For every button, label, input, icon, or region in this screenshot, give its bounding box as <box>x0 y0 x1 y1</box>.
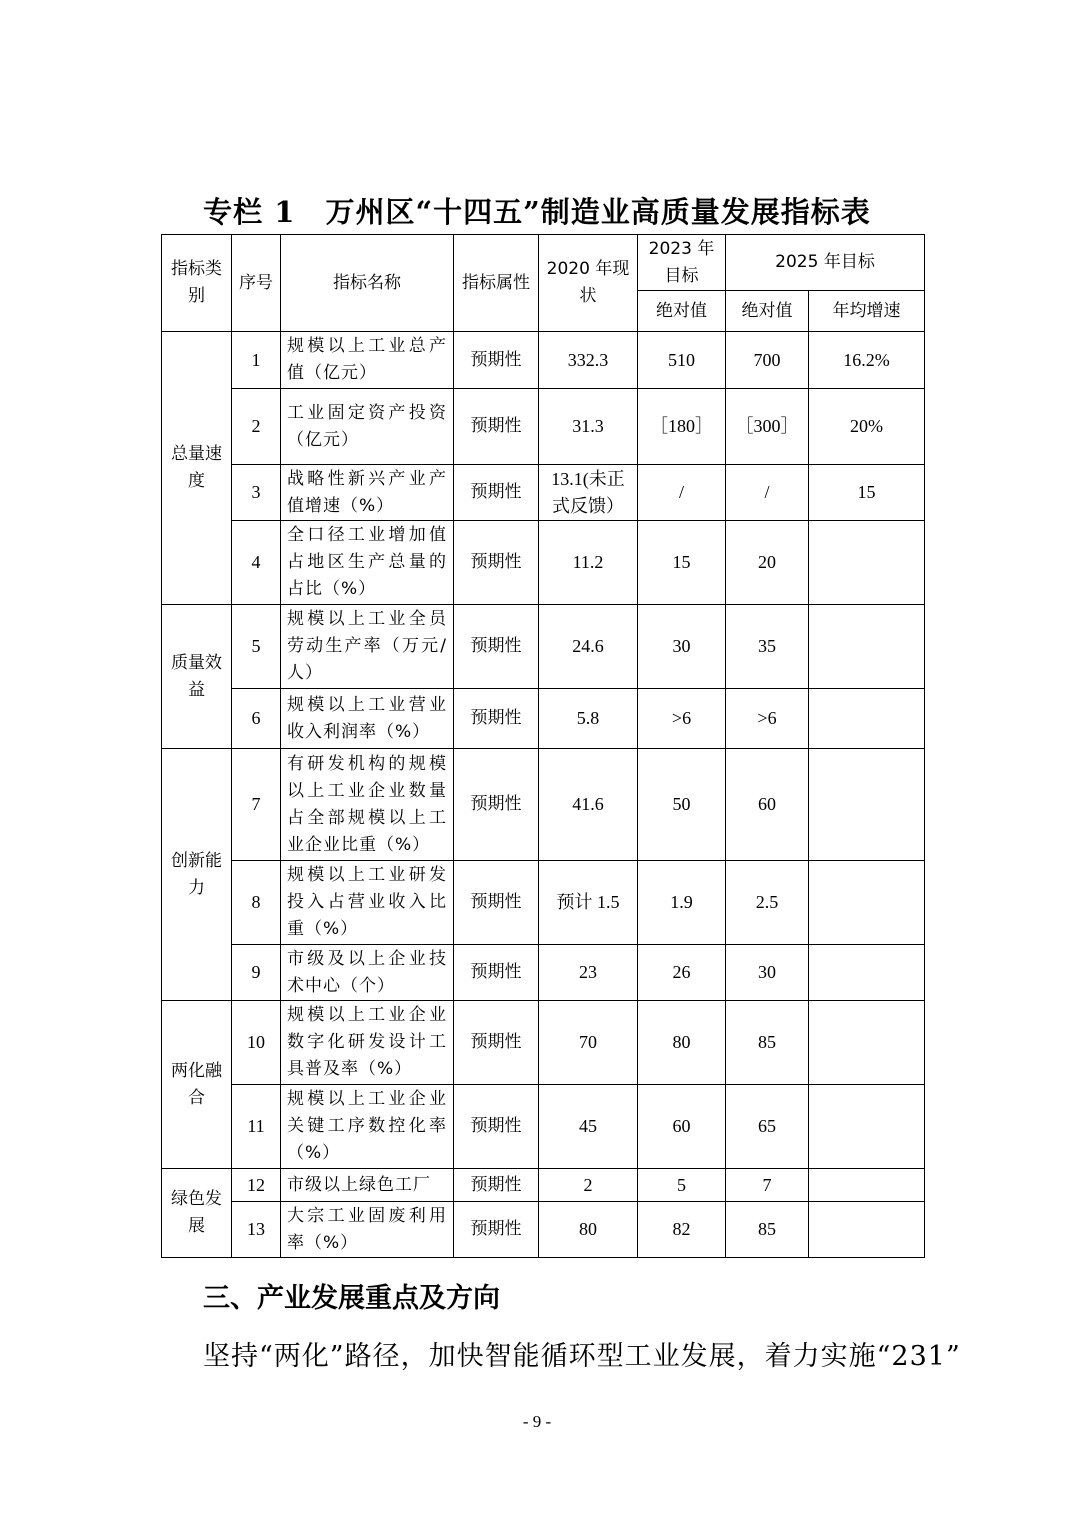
header-growth: 年均增速 <box>809 291 925 332</box>
table-row <box>162 1001 925 1085</box>
value-2025-cell: 85 <box>726 1001 809 1085</box>
seq-cell: 13 <box>232 1202 281 1258</box>
category-cell: 创新能力 <box>162 749 232 1001</box>
table-row <box>162 861 925 945</box>
seq-cell: 12 <box>232 1169 281 1202</box>
attr-cell: 预期性 <box>454 861 539 945</box>
name-cell: 工业固定资产投资（亿元） <box>281 389 454 465</box>
value-2020-cell: 13.1(未正式反馈） <box>539 465 638 521</box>
header-abs-2025: 绝对值 <box>726 291 809 332</box>
body-paragraph: 坚持“两化”路径，加快智能循环型工业发展，着力实施“231” <box>203 1341 961 1372</box>
name-cell: 规模以上工业营业收入利润率（%） <box>281 689 454 749</box>
value-2025-cell: 20 <box>726 521 809 605</box>
value-2025-cell: 60 <box>726 749 809 861</box>
table-row <box>162 605 925 689</box>
table-row <box>162 945 925 1001</box>
growth-cell <box>809 1202 925 1258</box>
seq-cell: 2 <box>232 389 281 465</box>
header-2025: 2025 年目标 <box>726 235 925 291</box>
name-cell: 大宗工业固废利用率（%） <box>281 1202 454 1258</box>
name-cell: 有研发机构的规模以上工业企业数量占全部规模以上工业企业比重（%） <box>281 749 454 861</box>
value-2025-cell: 35 <box>726 605 809 689</box>
value-2020-cell: 332.3 <box>539 332 638 389</box>
attr-cell: 预期性 <box>454 332 539 389</box>
value-2025-cell: 30 <box>726 945 809 1001</box>
attr-cell: 预期性 <box>454 749 539 861</box>
value-2025-cell: ［300］ <box>726 389 809 465</box>
growth-cell <box>809 749 925 861</box>
name-cell: 全口径工业增加值占地区生产总量的占比（%） <box>281 521 454 605</box>
header-seq: 序号 <box>232 235 281 332</box>
value-2020-cell: 预计 1.5 <box>539 861 638 945</box>
name-cell: 规模以上工业研发投入占营业收入比重（%） <box>281 861 454 945</box>
seq-cell: 3 <box>232 465 281 521</box>
attr-cell: 预期性 <box>454 1085 539 1169</box>
table-row <box>162 1202 925 1258</box>
table-row <box>162 521 925 605</box>
value-2023-cell: 50 <box>638 749 726 861</box>
value-2023-cell: / <box>638 465 726 521</box>
attr-cell: 预期性 <box>454 1001 539 1085</box>
name-cell: 战略性新兴产业产值增速（%） <box>281 465 454 521</box>
name-cell: 规模以上工业总产值（亿元） <box>281 332 454 389</box>
value-2020-cell: 31.3 <box>539 389 638 465</box>
name-cell: 市级以上绿色工厂 <box>281 1169 454 1202</box>
value-2023-cell: 80 <box>638 1001 726 1085</box>
value-2020-cell: 23 <box>539 945 638 1001</box>
category-cell: 质量效益 <box>162 605 232 749</box>
seq-cell: 6 <box>232 689 281 749</box>
growth-cell <box>809 689 925 749</box>
growth-cell: 20% <box>809 389 925 465</box>
header-2023: 2023 年目标 <box>638 235 726 291</box>
value-2023-cell: 26 <box>638 945 726 1001</box>
value-2023-cell: 30 <box>638 605 726 689</box>
value-2023-cell: >6 <box>638 689 726 749</box>
value-2023-cell: ［180］ <box>638 389 726 465</box>
table-row <box>162 389 925 465</box>
header-2020: 2020 年现状 <box>539 235 638 332</box>
growth-cell: 15 <box>809 465 925 521</box>
table-row <box>162 1085 925 1169</box>
attr-cell: 预期性 <box>454 389 539 465</box>
value-2020-cell: 2 <box>539 1169 638 1202</box>
value-2020-cell: 70 <box>539 1001 638 1085</box>
table-row <box>162 749 925 861</box>
name-cell: 规模以上工业全员劳动生产率（万元/人） <box>281 605 454 689</box>
category-cell: 总量速度 <box>162 332 232 605</box>
value-2025-cell: / <box>726 465 809 521</box>
section-heading: 三、产业发展重点及方向 <box>203 1283 500 1314</box>
value-2025-cell: 85 <box>726 1202 809 1258</box>
value-2025-cell: 2.5 <box>726 861 809 945</box>
seq-cell: 10 <box>232 1001 281 1085</box>
page-number: - 9 - <box>522 1412 552 1431</box>
growth-cell <box>809 861 925 945</box>
seq-cell: 5 <box>232 605 281 689</box>
growth-cell <box>809 1169 925 1202</box>
growth-cell <box>809 945 925 1001</box>
value-2023-cell: 15 <box>638 521 726 605</box>
growth-cell <box>809 605 925 689</box>
header-attr: 指标属性 <box>454 235 539 332</box>
value-2020-cell: 45 <box>539 1085 638 1169</box>
attr-cell: 预期性 <box>454 1202 539 1258</box>
growth-cell <box>809 521 925 605</box>
value-2020-cell: 24.6 <box>539 605 638 689</box>
attr-cell: 预期性 <box>454 689 539 749</box>
seq-cell: 4 <box>232 521 281 605</box>
seq-cell: 11 <box>232 1085 281 1169</box>
seq-cell: 7 <box>232 749 281 861</box>
growth-cell: 16.2% <box>809 332 925 389</box>
table-row <box>162 1169 925 1202</box>
seq-cell: 9 <box>232 945 281 1001</box>
value-2025-cell: 700 <box>726 332 809 389</box>
attr-cell: 预期性 <box>454 521 539 605</box>
value-2020-cell: 41.6 <box>539 749 638 861</box>
growth-cell <box>809 1001 925 1085</box>
indicator-table <box>161 234 925 1258</box>
header-category: 指标类别 <box>162 235 232 332</box>
value-2020-cell: 5.8 <box>539 689 638 749</box>
value-2023-cell: 82 <box>638 1202 726 1258</box>
name-cell: 规模以上工业企业关键工序数控化率（%） <box>281 1085 454 1169</box>
name-cell: 规模以上工业企业数字化研发设计工具普及率（%） <box>281 1001 454 1085</box>
seq-cell: 8 <box>232 861 281 945</box>
table-row <box>162 465 925 521</box>
category-cell: 绿色发展 <box>162 1169 232 1258</box>
name-cell: 市级及以上企业技术中心（个） <box>281 945 454 1001</box>
value-2020-cell: 11.2 <box>539 521 638 605</box>
header-abs-2023: 绝对值 <box>638 291 726 332</box>
table-row <box>162 332 925 389</box>
value-2025-cell: 7 <box>726 1169 809 1202</box>
category-cell: 两化融合 <box>162 1001 232 1169</box>
attr-cell: 预期性 <box>454 605 539 689</box>
value-2023-cell: 510 <box>638 332 726 389</box>
value-2020-cell: 80 <box>539 1202 638 1258</box>
table-title: 专栏 1 万州区“十四五”制造业高质量发展指标表 <box>203 195 871 229</box>
growth-cell <box>809 1085 925 1169</box>
table-row <box>162 689 925 749</box>
attr-cell: 预期性 <box>454 945 539 1001</box>
value-2023-cell: 60 <box>638 1085 726 1169</box>
value-2023-cell: 1.9 <box>638 861 726 945</box>
value-2023-cell: 5 <box>638 1169 726 1202</box>
attr-cell: 预期性 <box>454 465 539 521</box>
value-2025-cell: >6 <box>726 689 809 749</box>
header-name: 指标名称 <box>281 235 454 332</box>
seq-cell: 1 <box>232 332 281 389</box>
value-2025-cell: 65 <box>726 1085 809 1169</box>
attr-cell: 预期性 <box>454 1169 539 1202</box>
